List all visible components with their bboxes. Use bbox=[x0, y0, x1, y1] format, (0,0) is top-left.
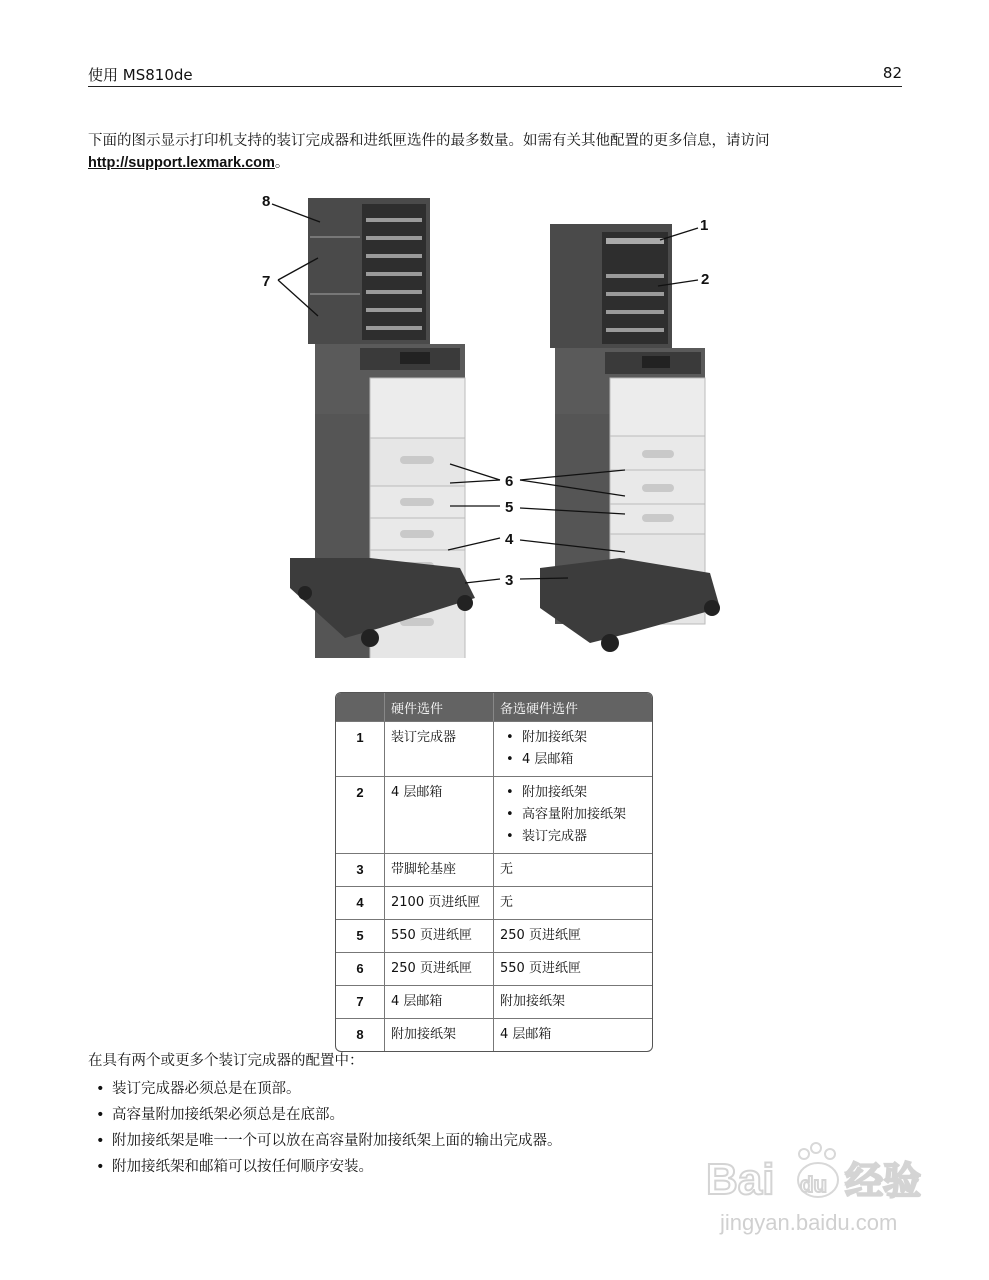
callout-4: 4 bbox=[505, 531, 514, 548]
right-printer bbox=[540, 224, 720, 652]
closing-intro: 在具有两个或更多个装订完成器的配置中： bbox=[88, 1053, 364, 1069]
row-alternatives: 4 层邮箱 bbox=[494, 1018, 652, 1051]
row-alternatives: 无 bbox=[494, 886, 652, 919]
row-alternatives: 550 页进纸匣 bbox=[494, 952, 652, 985]
row-num: 6 bbox=[336, 952, 385, 985]
watermark-cn: 经验 bbox=[845, 1159, 922, 1203]
table-row bbox=[336, 1018, 652, 1051]
row-num: 3 bbox=[336, 853, 385, 886]
row-hardware: 550 页进纸匣 bbox=[385, 919, 494, 952]
table-row bbox=[336, 886, 652, 919]
printer-illustration bbox=[250, 188, 730, 658]
row-alternatives bbox=[494, 721, 652, 776]
table-row bbox=[336, 952, 652, 985]
list-item: • 附加接纸架和邮箱可以按任何顺序安装。 bbox=[88, 1154, 902, 1180]
row-hardware: 带脚轮基座 bbox=[385, 853, 494, 886]
row-num: 8 bbox=[336, 1018, 385, 1051]
alt-item: • 高容量附加接纸架 bbox=[500, 804, 646, 826]
row-num: 5 bbox=[336, 919, 385, 952]
row-num: 2 bbox=[336, 776, 385, 853]
intro-suffix: 。 bbox=[274, 155, 290, 171]
list-item: • 附加接纸架是唯一一个可以放在高容量附加接纸架上面的输出完成器。 bbox=[88, 1128, 902, 1154]
row-hardware: 装订完成器 bbox=[385, 721, 494, 776]
watermark-brand2: du bbox=[800, 1172, 827, 1197]
header-hardware: 硬件选件 bbox=[385, 693, 494, 721]
header-alternatives: 备选硬件选件 bbox=[494, 693, 652, 721]
alt-item: • 4 层邮箱 bbox=[500, 749, 646, 771]
row-alternatives: 附加接纸架 bbox=[494, 985, 652, 1018]
table-header-row bbox=[336, 693, 652, 721]
watermark-url: jingyan.baidu.com bbox=[720, 1210, 898, 1235]
row-num: 1 bbox=[336, 721, 385, 776]
callout-2: 2 bbox=[701, 271, 710, 288]
row-alternatives: 无 bbox=[494, 853, 652, 886]
baidu-logo-icon bbox=[700, 1130, 940, 1240]
callout-8: 8 bbox=[262, 193, 271, 210]
row-hardware: 附加接纸架 bbox=[385, 1018, 494, 1051]
intro-paragraph bbox=[88, 130, 902, 174]
options-table bbox=[335, 692, 653, 1052]
list-item: • 高容量附加接纸架必须总是在底部。 bbox=[88, 1102, 902, 1128]
page-header bbox=[88, 62, 902, 87]
table-row bbox=[336, 721, 652, 776]
support-link[interactable]: http://support.lexmark.com bbox=[88, 155, 275, 171]
callout-5: 5 bbox=[505, 499, 514, 516]
watermark-brand: Bai bbox=[706, 1155, 775, 1204]
left-printer bbox=[290, 198, 475, 658]
alt-item: • 附加接纸架 bbox=[500, 727, 646, 749]
row-num: 4 bbox=[336, 886, 385, 919]
table-row bbox=[336, 985, 652, 1018]
table-row bbox=[336, 776, 652, 853]
row-hardware: 250 页进纸匣 bbox=[385, 952, 494, 985]
callout-1: 1 bbox=[700, 217, 709, 234]
list-item: • 装订完成器必须总是在顶部。 bbox=[88, 1076, 902, 1102]
printer-configuration-figure bbox=[250, 188, 730, 658]
alt-item: • 装订完成器 bbox=[500, 826, 646, 848]
row-hardware: 4 层邮箱 bbox=[385, 776, 494, 853]
header-num bbox=[336, 693, 385, 721]
alt-item: • 附加接纸架 bbox=[500, 782, 646, 804]
page-number: 82 bbox=[882, 64, 902, 82]
table-row bbox=[336, 853, 652, 886]
table-row bbox=[336, 919, 652, 952]
row-num: 7 bbox=[336, 985, 385, 1018]
row-alternatives bbox=[494, 776, 652, 853]
row-hardware: 4 层邮箱 bbox=[385, 985, 494, 1018]
baidu-watermark bbox=[700, 1130, 940, 1240]
callout-3: 3 bbox=[505, 572, 514, 589]
intro-text: 下面的图示显示打印机支持的装订完成器和进纸匣选件的最多数量。如需有关其他配置的更多信息，请访问 bbox=[88, 133, 770, 149]
header-title: 使用 MS810de bbox=[88, 66, 193, 84]
callout-7: 7 bbox=[262, 273, 271, 290]
row-alternatives: 250 页进纸匣 bbox=[494, 919, 652, 952]
callout-6: 6 bbox=[505, 473, 514, 490]
row-hardware: 2100 页进纸匣 bbox=[385, 886, 494, 919]
